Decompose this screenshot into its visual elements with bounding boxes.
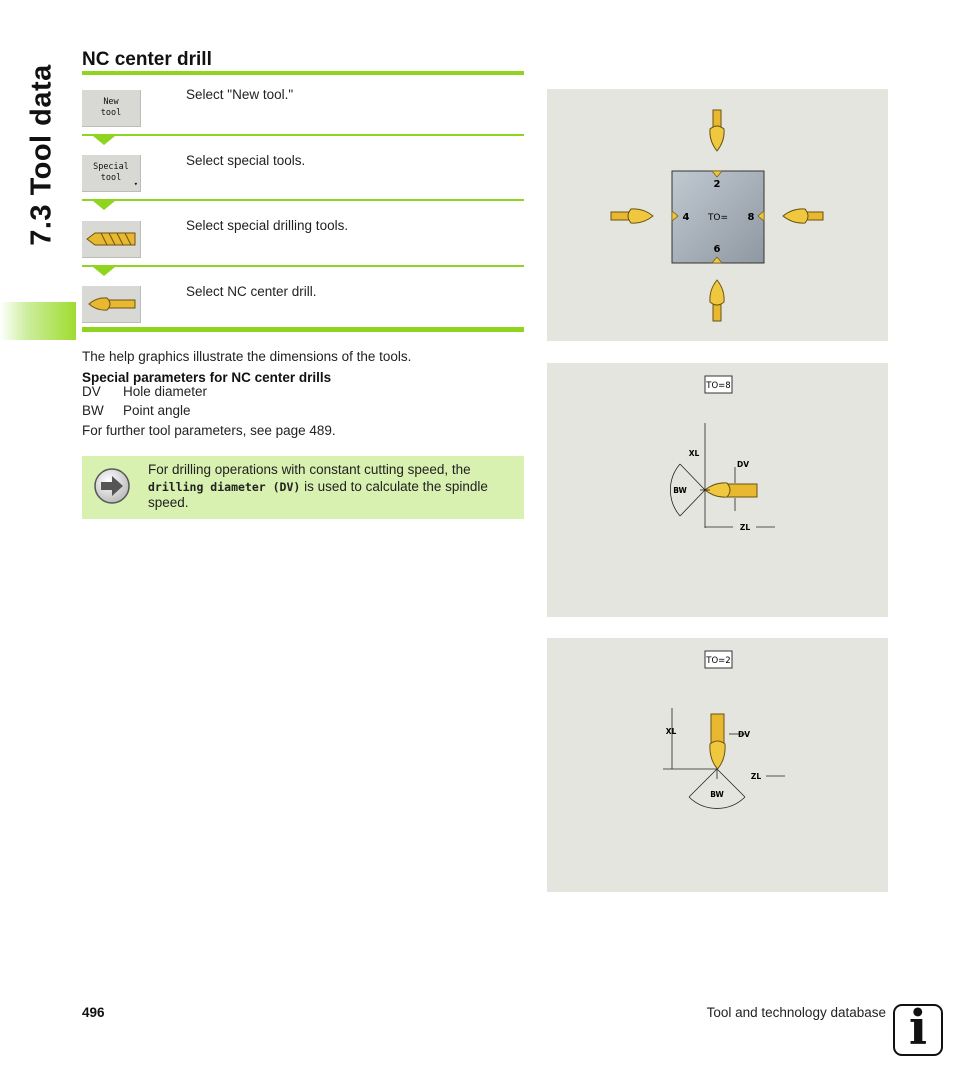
special-drilling-softkey[interactable] [82, 221, 141, 258]
svg-text:8: 8 [747, 212, 755, 223]
step-arrow-icon [93, 136, 115, 145]
svg-text:TO=8: TO=8 [706, 381, 731, 391]
center-drill-right-icon [783, 209, 823, 223]
info-icon: i [893, 1004, 943, 1056]
new-tool-softkey[interactable]: New tool [82, 90, 141, 127]
svg-text:TO=: TO= [707, 213, 729, 223]
param-row [82, 403, 191, 418]
center-drill-top-icon [710, 110, 724, 151]
step-arrow-icon [93, 201, 115, 210]
param-desc: Point angle [123, 403, 191, 418]
svg-text:XL: XL [665, 727, 677, 736]
svg-text:BW: BW [710, 790, 724, 799]
step-divider [82, 327, 524, 332]
step-divider [82, 71, 524, 75]
orientation-figure [547, 89, 888, 341]
svg-text:DV: DV [736, 460, 750, 469]
step-text-new-tool: Select "New tool." [186, 87, 294, 102]
arrow-right-circle-icon [93, 467, 131, 505]
special-tool-softkey[interactable]: Special tool ▾ [82, 155, 141, 192]
step-divider [82, 134, 524, 136]
drill-bit-icon [85, 229, 137, 249]
step-arrow-icon [93, 267, 115, 276]
footer-chapter-text: Tool and technology database [706, 1005, 886, 1020]
svg-text:TO=2: TO=2 [706, 656, 731, 666]
center-drill-bottom-icon [710, 280, 724, 321]
to8-dimension-figure [547, 363, 888, 617]
param-row [82, 384, 207, 399]
svg-text:4: 4 [682, 212, 690, 223]
param-code: BW [82, 403, 104, 418]
step-divider [82, 199, 524, 201]
param-code: DV [82, 384, 101, 399]
step-text-special-drilling: Select special drilling tools. [186, 218, 349, 233]
help-graphics-text: The help graphics illustrate the dimensions of the tools. [82, 349, 412, 364]
svg-text:XL: XL [688, 449, 700, 458]
svg-text:BW: BW [673, 486, 687, 495]
params-heading: Special parameters for NC center drills [82, 370, 332, 385]
to2-dimension-figure [547, 638, 888, 892]
step-text-nc-center-drill: Select NC center drill. [186, 284, 317, 299]
page-number: 496 [82, 1005, 105, 1020]
svg-text:2: 2 [713, 179, 721, 190]
chapter-tab-marker [0, 302, 76, 340]
center-drill-icon [85, 294, 137, 314]
svg-text:DV: DV [737, 730, 751, 739]
nc-center-drill-softkey[interactable] [82, 286, 141, 323]
svg-text:ZL: ZL [750, 772, 762, 781]
note-text: For drilling operations with constant cutting speed, the drilling diameter (DV) is used to calculate the spindle speed. [148, 462, 488, 510]
step-divider [82, 265, 524, 267]
center-drill-left-icon [611, 209, 653, 223]
further-params-text: For further tool parameters, see page 489. [82, 423, 336, 438]
step-text-special-tools: Select special tools. [186, 153, 306, 168]
svg-text:ZL: ZL [739, 523, 751, 532]
param-desc: Hole diameter [123, 384, 208, 399]
svg-text:6: 6 [713, 244, 721, 255]
chapter-side-title: 7.3 Tool data [25, 64, 58, 246]
section-title: NC center drill [82, 49, 212, 70]
